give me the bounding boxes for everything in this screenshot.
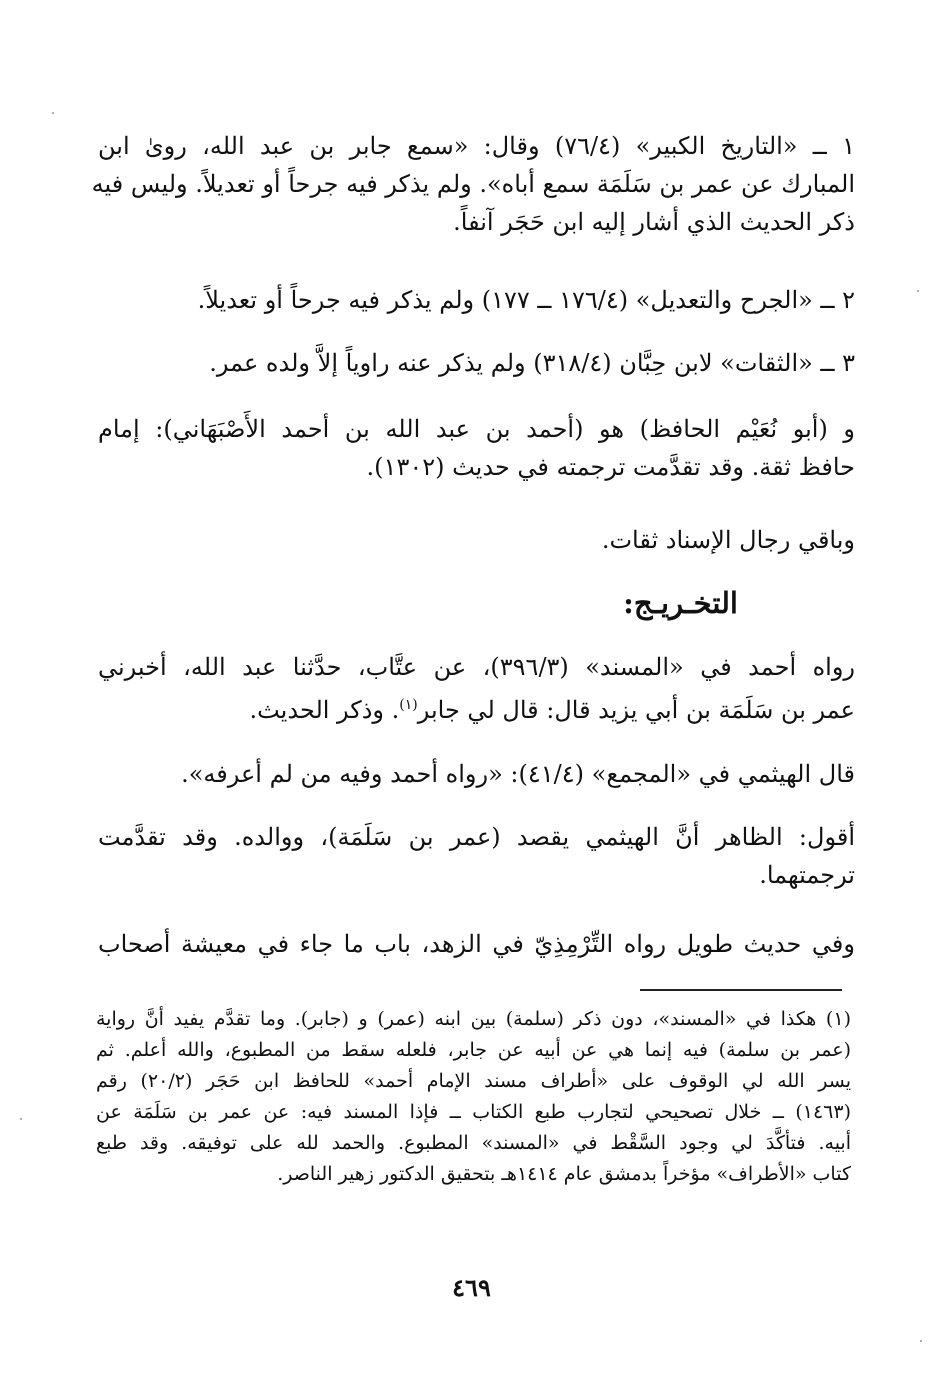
footnote-divider bbox=[640, 989, 842, 991]
paragraph-haythami bbox=[98, 755, 855, 793]
footnote-line: كتاب «الأطراف» مؤخراً بدمشق عام ١٤١٤هـ بتحقيق الدكتور زهير الناصر. bbox=[277, 1163, 851, 1185]
text-line: ترجمتهما. bbox=[759, 861, 855, 889]
footnote-line: (١) هكذا في «المسند»، دون ذكر (سلمة) بين ابنه (عمر) و (جابر). وما تقدَّم يفيد أنَّ رواية bbox=[96, 1008, 851, 1030]
scan-speck bbox=[20, 1118, 22, 1120]
text-line: عمر بن سَلَمَة بن أبي يزيد قال: قال لي جابر$^{(١)}$. وذكر الحديث. bbox=[249, 696, 855, 724]
footnote-line: (١٤٦٣) ــ خلال تصحيحي لتجارب طبع الكتاب ــ فإذا المسند فيه: عن عمر بن سَلَمَة عن bbox=[96, 1101, 851, 1123]
text-line: و (أبو نُعَيْم الحافظ) هو (أحمد بن عبد الله بن أحمد الأَصْبَهَاني): إمام bbox=[98, 415, 855, 443]
scan-speck bbox=[917, 290, 919, 292]
paragraph-source-3 bbox=[98, 344, 855, 382]
paragraph-tirmidhi bbox=[98, 925, 855, 963]
text-line: قال الهيثمي في «المجمع» (٤١/٤): «رواه أحمد وفيه من لم أعرفه». bbox=[181, 760, 855, 788]
paragraph-abu-nuaym bbox=[98, 410, 855, 486]
section-heading: التخـريـج: bbox=[623, 586, 738, 620]
footnote bbox=[96, 1004, 851, 1190]
text-line: حافظ ثقة. وقد تقدَّمت ترجمته في حديث (١٣٠٢). bbox=[366, 453, 855, 481]
text-line: ٢ ــ «الجرح والتعديل» (١٧٦/٤ ــ ١٧٧) ولم يذكر فيه جرحاً أو تعديلاً. bbox=[197, 286, 855, 314]
text-line: أقول: الظاهر أنَّ الهيثمي يقصد (عمر بن سَلَمَة)، ووالده. وقد تقدَّمت bbox=[98, 823, 855, 851]
paragraph-narrators bbox=[98, 521, 855, 559]
text-line: وباقي رجال الإسناد ثقات. bbox=[601, 526, 855, 554]
paragraph-takhrij bbox=[98, 648, 855, 729]
page-number: ٤٦٩ bbox=[452, 1273, 491, 1302]
text-line: المبارك عن عمر بن سَلَمَة سمع أباه». ولم يذكر فيه جرحاً أو تعديلاً. وليس فيه bbox=[91, 170, 855, 198]
text-line: ذكر الحديث الذي أشار إليه ابن حَجَر آنفاً. bbox=[453, 208, 855, 236]
paragraph-source-2 bbox=[98, 281, 855, 319]
text-line: رواه أحمد في «المسند» (٣٩٦/٣)، عن عتَّاب، حدَّثنا عبد الله، أخبرني bbox=[98, 653, 855, 681]
footnote-line: يسر الله لي الوقوف على «أطراف مسند الإمام أحمد» للحافظ ابن حَجَر (٢٠/٢) رقم bbox=[96, 1070, 851, 1092]
footnote-line: (عمر بن سلمة) فيه إنما هي عن أبيه عن جابر، فلعله سقط من المطبوع، والله أعلم. ثم bbox=[96, 1039, 851, 1061]
scan-speck bbox=[52, 112, 54, 114]
paragraph-source-1 bbox=[91, 127, 855, 241]
text-line: وفي حديث طويل رواه التِّرْمِذِيّ في الزهد، باب ما جاء في معيشة أصحاب bbox=[98, 930, 855, 958]
footnote-line: أبيه. فتأكَّدَ لي وجود السَّقْط في «المسند» المطبوع. والحمد لله على توفيقه. وقد طبع bbox=[96, 1132, 851, 1154]
text-line: ٣ ــ «الثقات» لابن حِبَّان (٣١٨/٤) ولم يذكر عنه راوياً إلاَّ ولده عمر. bbox=[209, 349, 855, 377]
footnote-marker: (١) bbox=[399, 697, 418, 713]
text-line: ١ ــ «التاريخ الكبير» (٧٦/٤) وقال: «سمع جابر بن عبد الله، روىٰ ابن bbox=[98, 132, 855, 160]
paragraph-aqulu bbox=[98, 818, 855, 894]
scan-speck bbox=[920, 1340, 922, 1342]
